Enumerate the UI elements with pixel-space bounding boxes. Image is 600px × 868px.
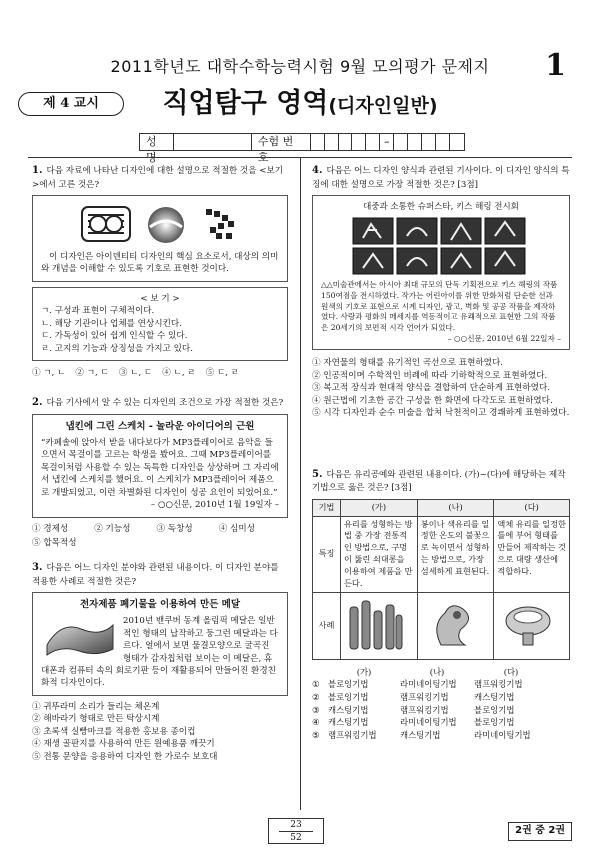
answer-option[interactable]: ⑤ 전통 문양을 응용하여 디자인 한 가로수 보호대 (32, 751, 218, 762)
question-number: 2. (32, 396, 43, 408)
row-label: 사례 (313, 592, 341, 659)
option-value: 램프워킹기법 (328, 729, 377, 740)
bogi-title: < 보 기 > (140, 293, 180, 304)
table-cell (417, 592, 494, 659)
keith-haring-artwork-icon (351, 216, 531, 276)
q4-options (312, 357, 570, 419)
option-value: 블로잉기법 (328, 679, 369, 690)
table-row (313, 592, 570, 659)
question-number: 5. (312, 468, 323, 480)
swirl-logo-icon (80, 205, 132, 243)
question-stem: 다음은 유리공예와 관련된 내용이다. (가)~(다)에 해당하는 제작기법으로 옳은 것은? [3점] (312, 469, 566, 494)
table-cell: 봉이나 색유리를 일정한 온도의 불꽃으로 녹이면서 성형하는 방법으로, 가장 섬세하게 표현된다. (417, 516, 494, 592)
option-value: 램프워킹기법 (400, 691, 449, 702)
option-value: 블로잉기법 (474, 704, 515, 715)
q3-article (32, 592, 288, 695)
q2-article (32, 414, 288, 517)
question-stem: 다음은 어느 디자인 양식과 관련된 기사이다. 이 디자인 양식의 특징에 대한 설명으로 가장 적절한 것은? [3점] (312, 166, 570, 190)
answer-option[interactable]: ⑤ ㄷ, ㄹ (205, 368, 240, 379)
option-value: 라미네이팅기법 (400, 717, 457, 728)
question-number: 3. (32, 562, 43, 574)
option-value: 캐스팅기법 (328, 704, 369, 715)
article-source: – ○○신문, 2010년 6월 22일자 – (447, 334, 561, 344)
q2-options (32, 523, 288, 550)
logo-images (41, 205, 279, 245)
exam-no-cell[interactable] (366, 134, 380, 150)
option-value: 블로잉기법 (328, 691, 369, 702)
exam-no-cell[interactable] (352, 134, 366, 150)
question-3 (32, 561, 288, 763)
answer-option[interactable]: ③ ㄴ, ㄷ (118, 368, 153, 379)
q5-options (312, 666, 570, 742)
option-number: ③ (312, 704, 320, 715)
option-value: 라미네이팅기법 (400, 679, 457, 690)
option-value: 램프워킹기법 (400, 704, 449, 715)
question-5 (312, 468, 570, 742)
question-number: 4. (312, 165, 323, 176)
option-number: ⑤ (312, 729, 320, 740)
session-label: 제 4 교시 (18, 92, 124, 116)
option-number: ① (312, 679, 320, 690)
answer-col-head: (나) (429, 666, 445, 677)
exam-no-cell[interactable] (325, 134, 339, 150)
left-column (32, 164, 288, 763)
exam-no-cell[interactable] (394, 134, 408, 150)
article-title: 냅킨에 그린 스케치 - 놀라운 아이디어의 근원 (65, 421, 255, 433)
q1-bogi-box (32, 287, 288, 361)
globe-logo-icon (146, 205, 186, 245)
table-cell (341, 592, 418, 659)
answer-option[interactable]: ② 해바라기 형태로 만든 탁상시계 (32, 714, 160, 725)
q4-article (312, 195, 570, 350)
exam-title: 2011학년도 대학수학능력시험 9월 모의평가 문제지 (110, 57, 490, 76)
answer-option[interactable] (312, 691, 570, 704)
answer-col-head: (가) (356, 666, 372, 677)
page-badge: 1 (545, 48, 566, 83)
option-value: 캐스팅기법 (400, 729, 441, 740)
answer-option[interactable]: ① ㄱ, ㄴ (32, 368, 66, 379)
table-header: (다) (494, 499, 570, 516)
bogi-item: ㄱ. 구성과 표현이 구체적이다. (41, 306, 155, 317)
answer-option[interactable]: ④ ㄴ, ㄹ (162, 368, 196, 379)
exam-no-cell[interactable] (339, 134, 353, 150)
glass-vessel-image-icon (497, 595, 559, 653)
answer-option[interactable] (312, 678, 570, 691)
table-row (313, 499, 570, 516)
answer-option[interactable]: ③ 독창성 (156, 523, 193, 534)
bogi-item: ㄹ. 고지의 기능과 상징성을 가지고 있다. (41, 343, 193, 354)
table-header: (가) (341, 499, 418, 516)
answer-option[interactable]: ② ㄱ, ㄷ (75, 368, 109, 379)
q5-table (312, 499, 570, 660)
article-body: △△미술관에서는 아시아 최대 규모의 단독 기획전으로 키스 해링의 작품 150여점을 전시하였다. 작가는 어린아이를 위한 만화처럼 단순한 선과 원색의 기호로 표현으로 시계 디자인, 광고, 벽화 및 공공 작품을 제작하였다. 사랑과 평화의 메세지를 역동적이고 유쾌적으로 표현한 그의 작품은 20세기의 보편적 시각 언어가 되었다. (321, 280, 558, 332)
bogi-item: ㄷ. 가독성이 있어 쉽게 인식할 수 있다. (41, 331, 188, 342)
table-row (313, 516, 570, 592)
question-number: 1. (32, 165, 43, 176)
question-1 (32, 164, 288, 380)
answer-option[interactable]: ① 자연물의 형태를 유기적인 곡선으로 표현하였다. (312, 358, 504, 369)
table-cell: 유리를 성형하는 방법 중 가장 전통적인 방법으로, 구멍이 뚫린 쇠대롱을 이용하여 제품을 만든다. (341, 516, 418, 592)
answer-header-row (312, 666, 570, 679)
q1-material (32, 195, 288, 282)
article-title: 전자제품 폐기물을 이용하여 만든 메달 (79, 599, 241, 611)
option-value: 캐스팅기법 (328, 717, 369, 728)
option-number: ② (312, 691, 320, 702)
bogi-item: ㄴ. 해당 기관이나 업체를 연상시킨다. (41, 318, 182, 329)
answer-option[interactable] (312, 716, 570, 729)
name-field[interactable] (174, 134, 252, 150)
article-body: 2010년 밴쿠버 동계 올림픽 메달은 일반적인 형태의 납작하고 둥그런 메달과는 다르다. 얼에서 보면 물결모양으로 굴곡진 형태가 감자칩처럼 보이는 이 메달은, 휴대폰과 컴퓨터 속의 회로기판 등이 재활용되어 만들어진 환경친화적 디자인이다. (41, 616, 278, 689)
exam-no-label: 수험 번호 (252, 134, 311, 150)
table-header: 기법 (313, 499, 341, 516)
pixel-logo-icon (200, 205, 240, 245)
answer-option[interactable]: ⑤ 합목적성 (32, 538, 77, 549)
answer-option[interactable]: ② 인공적이며 수학적인 비례에 따라 기하학적으로 표현하였다. (312, 370, 548, 381)
option-value: 램프워킹기법 (474, 679, 523, 690)
answer-option[interactable] (312, 704, 570, 717)
subject-sub: (디자인일반) (328, 95, 438, 117)
right-column (312, 164, 570, 741)
exam-no-dash: – (380, 134, 394, 150)
page-current: 23 (290, 820, 302, 830)
option-value: 캐스팅기법 (474, 691, 515, 702)
answer-option[interactable]: ⑤ 시각 디자인과 순수 미술을 합쳐 낙천적이고 경쾌하게 표현하였다. (312, 408, 570, 419)
question-stem: 다음 자료에 나타난 디자인에 대한 설명으로 적절한 것을 <보기>에서 고른 것은? (32, 166, 284, 190)
exam-no-cell[interactable] (422, 134, 436, 150)
option-value: 라미네이팅기법 (474, 729, 531, 740)
exam-no-cell[interactable] (436, 134, 450, 150)
answer-option[interactable]: ① 귀뚜라미 소리가 들리는 체온계 (32, 701, 160, 712)
table-cell (494, 592, 570, 659)
question-2 (32, 396, 288, 550)
exam-no-cell[interactable] (311, 134, 325, 150)
page-number (268, 818, 324, 844)
q1-options (32, 367, 288, 379)
answer-option[interactable]: ③ 초록색 실빵마크를 적용한 홍보용 종이컵 (32, 726, 196, 737)
poster-title: 대중과 소통한 슈퍼스타, 키스 해링 전시회 (363, 201, 519, 212)
option-number: ④ (312, 717, 320, 728)
answer-option[interactable]: ① 경제성 (32, 523, 69, 534)
name-label: 성명 (140, 134, 174, 150)
answer-option[interactable]: ③ 복고적 장식과 현대적 양식을 결합하여 단순하게 표현하였다. (312, 383, 550, 394)
answer-col-head: (다) (503, 666, 519, 677)
exam-no-cell[interactable] (408, 134, 422, 150)
answer-option[interactable] (312, 729, 570, 742)
glass-sculpture-image-icon (421, 595, 483, 653)
article-body: “카페솔에 앉아서 받을 내다보다가 MP3플레이어로 음악을 들으면서 목걸이를 고르는 학생을 봤어요. 그때 MP3플레이어를 목걸이처럼 사용할 수 있는 독특한 디자인을 상상하며 그 자리에서 냅킨에 스케치를 했어요. 이 스케치가 MP3플레이어 제품으로 개발되었고, 이런 차별화된 디자인이 성공 요인이 되었어요.” (41, 437, 279, 498)
answer-option[interactable]: ② 기능성 (94, 523, 131, 534)
candidate-info-box (139, 133, 465, 164)
row-label: 특징 (313, 516, 341, 592)
question-stem: 다음은 어느 디자인 분야와 관련된 내용이다. 이 디자인 분야를 적용한 사례로 적절한 것은? (32, 563, 279, 587)
q3-options (32, 701, 288, 763)
table-cell: 액체 유리를 일정한 틀에 부어 형태를 만들어 제작하는 것으로 대량 생산에 적합하다. (494, 516, 570, 592)
column-divider (300, 158, 301, 810)
table-header: (나) (417, 499, 494, 516)
subject-title (0, 84, 600, 123)
q1-description: 이 디자인은 아이덴티티 디자인의 핵심 요소로서, 대상의 의미와 개념을 이해할 수 있도록 기호로 표현한 것이다. (41, 251, 279, 275)
option-value: 블로잉기법 (474, 717, 515, 728)
article-source: – ○○신문, 2010년 1월 19일자 – (150, 500, 279, 511)
subject-main: 직업탐구 영역 (162, 88, 329, 119)
exam-no-cell[interactable] (450, 134, 464, 150)
answer-option[interactable]: ④ 재생 골판지를 사용하여 만든 원예용품 깨끗기 (32, 739, 215, 750)
answer-option[interactable]: ④ 심미성 (218, 523, 255, 534)
page-total: 52 (279, 831, 313, 844)
question-stem: 다음 기사에서 알 수 있는 디자인의 조건으로 가장 적절한 것은? (46, 397, 284, 408)
answer-option[interactable]: ④ 원근법에 기초한 공간 구성을 한 화면에 다각도로 표현하였다. (312, 395, 553, 406)
volume-label: 2권 중 2권 (508, 822, 572, 841)
question-4 (312, 164, 570, 420)
glass-bottles-image-icon (344, 595, 406, 653)
medal-image-icon (41, 615, 117, 659)
